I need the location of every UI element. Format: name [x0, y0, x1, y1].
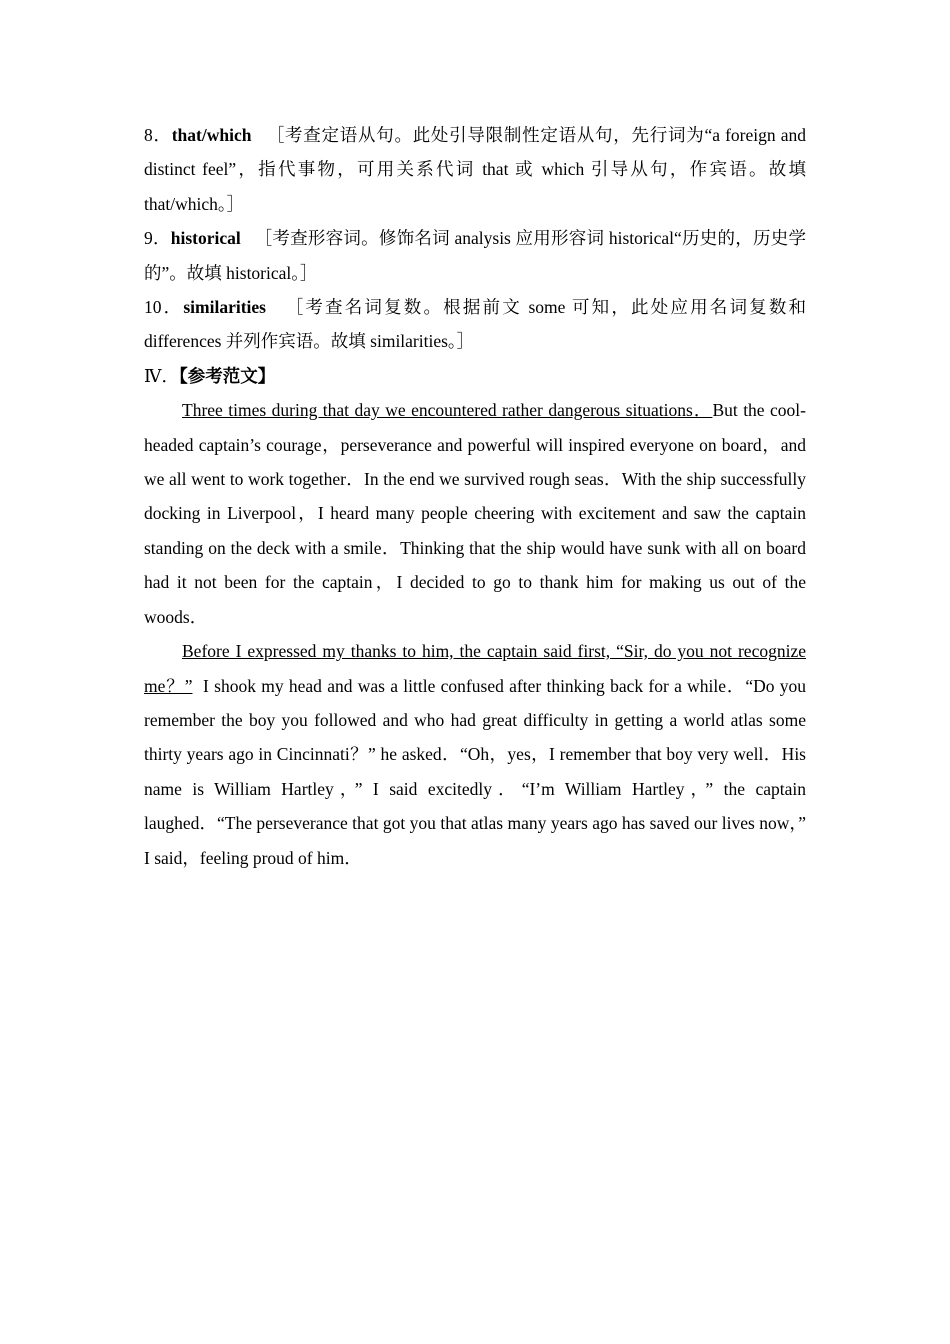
answer-number: 9． — [144, 228, 171, 249]
answer-item-8 — [144, 118, 806, 221]
paragraph-text: I shook my head and was a little confused after thinking back for a while．“Do you remember the boy you followed and who had great difficulty in getting a world atlas some thirty years ago in Cincinnati？” he asked．“Oh，yes，I remember that boy very well．His name is William Hartley，” I said excitedly．“I’m William Hartley，” the captain laughed．“The perseverance that got you that atlas many years ago has saved our lives now，” I said，feeling proud of him． — [144, 675, 807, 868]
section-heading — [144, 359, 806, 393]
answer-word: similarities — [183, 297, 266, 318]
answer-word: that/which — [171, 125, 252, 145]
paragraph-text: But the cool-headed captain’s courage，perseverance and powerful will inspired everyone on board，and we all went to work together．In the end we survived rough seas．With the ship successfully docking in Liverpool，I heard many people cheering with excitement and saw the captain standing on the deck with a smile．Thinking that the ship would have sunk with all on board had it not been for the captain，I decided to go to thank him for making us out of the woods． — [144, 400, 806, 627]
answer-number: 10． — [144, 297, 184, 318]
essay-paragraph-1 — [144, 393, 806, 634]
answer-explanation: ［考查形容词。修饰名词 analysis 应用形容词 historical“历史的，历史学的”。故填 historical。］ — [144, 228, 806, 283]
answer-item-9 — [144, 221, 806, 290]
answer-number: 8． — [144, 125, 172, 145]
answer-explanation: ［考查名词复数。根据前文 some 可知，此处应用名词复数和 differences 并列作宾语。故填 similarities。］ — [144, 297, 806, 352]
given-opening-sentence: Before I expressed my thanks to him, the captain said first, “Sir, do you not recognize me？” — [144, 641, 806, 696]
section-number: Ⅳ． — [144, 365, 179, 386]
document-page — [144, 118, 806, 875]
essay-paragraph-2 — [144, 634, 806, 875]
answer-item-10 — [144, 290, 806, 359]
answer-explanation: ［考查定语从句。此处引导限制性定语从句，先行词为“a foreign and distinct feel”，指代事物，可用关系代词 that 或 which 引导从句，作宾语。故填 that/which。］ — [144, 125, 807, 214]
given-opening-sentence: Three times during that day we encountered rather dangerous situations． — [182, 400, 713, 421]
answer-word: historical — [170, 228, 241, 249]
section-title: 【参考范文】 — [178, 365, 276, 386]
